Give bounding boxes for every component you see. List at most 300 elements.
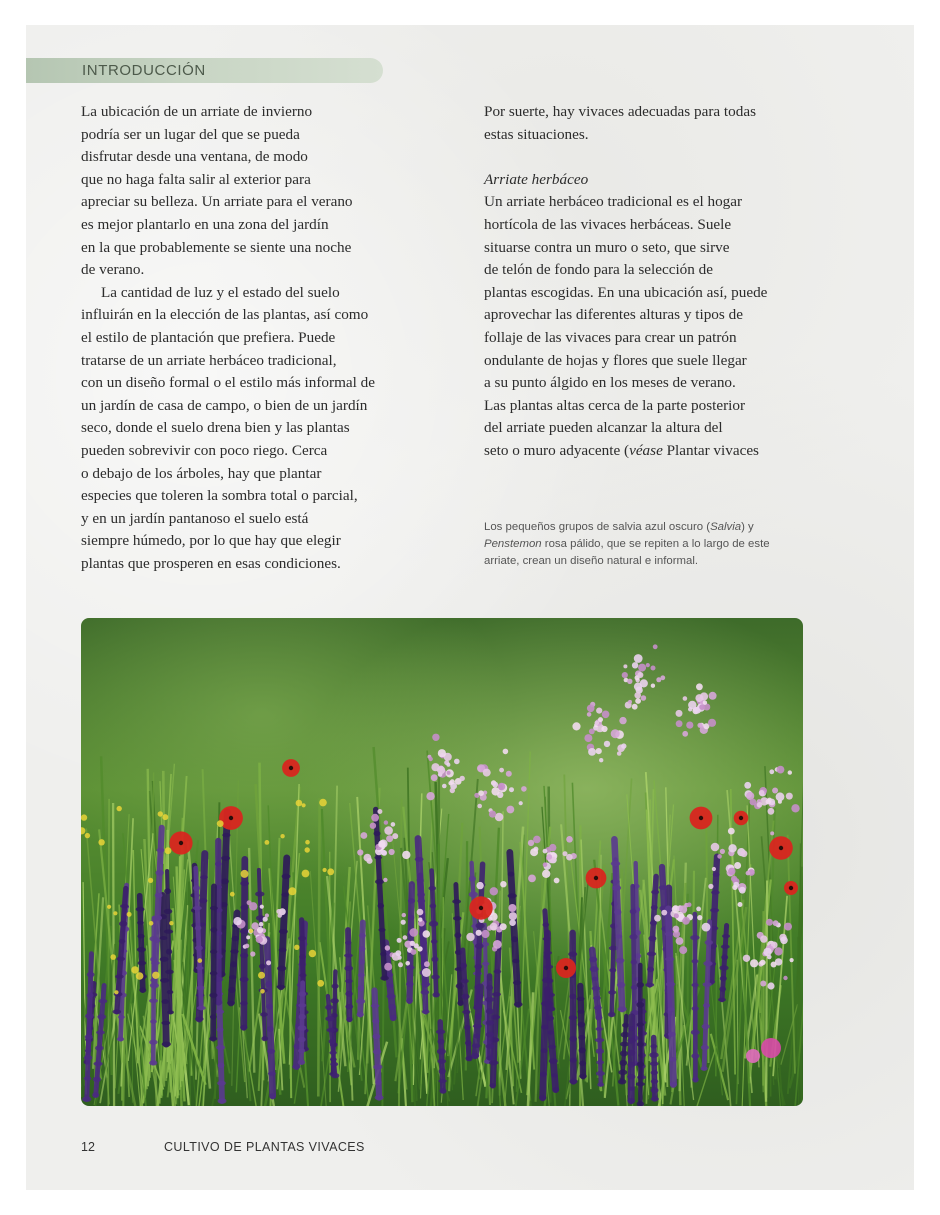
salvia-floret [346, 1017, 353, 1022]
penstemon-bloom [588, 748, 596, 756]
text-line: Un arriate herbáceo tradicional es el hogar [484, 193, 743, 211]
penstemon-bloom [509, 912, 517, 920]
salvia-floret [390, 1015, 397, 1021]
salvia-floret [149, 1040, 158, 1045]
penstemon-bloom [743, 955, 750, 962]
salvia-floret [665, 957, 674, 961]
salvia-floret [240, 881, 249, 886]
penstemon-bloom [256, 936, 263, 943]
text-line: del arriate pueden alcanzar la altura del [484, 419, 723, 437]
penstemon-bloom [696, 907, 701, 912]
penstemon-bloom [697, 915, 702, 920]
salvia-floret [195, 1017, 204, 1022]
salvia-floret [292, 1065, 300, 1069]
salvia-floret [569, 1015, 578, 1020]
penstemon-bloom [245, 944, 250, 949]
salvia-floret [486, 1056, 493, 1061]
salvia-floret [325, 1016, 334, 1021]
poppy-center [179, 841, 183, 845]
salvia-floret [595, 1015, 602, 1019]
penstemon-bloom [385, 945, 390, 950]
salvia-floret [359, 946, 366, 951]
salvia-floret [569, 1079, 577, 1084]
salvia-floret [85, 1034, 93, 1039]
yellow-bloom [323, 868, 327, 872]
penstemon-bloom [763, 948, 771, 956]
penstemon-bloom [549, 844, 556, 851]
penstemon-bloom [490, 887, 498, 895]
penstemon-bloom [595, 721, 600, 726]
penstemon-bloom [260, 905, 264, 909]
salvia-floret [380, 952, 386, 957]
penstemon-bloom [370, 823, 376, 829]
text-fragment: Plantar vivaces [662, 441, 759, 459]
salvia-floret [429, 921, 438, 927]
salvia-floret [719, 965, 728, 970]
salvia-floret [631, 959, 637, 964]
salvia-floret [406, 981, 414, 987]
salvia-floret [618, 1007, 627, 1012]
salvia-floret [95, 1045, 103, 1051]
yellow-bloom [265, 840, 270, 845]
caption-text: rosa pálido, que se repiten a lo largo de este [541, 538, 770, 550]
text-line: hortícola de las vivaces herbáceas. Suele [484, 215, 732, 233]
salvia-floret [513, 980, 521, 985]
penstemon-bloom [384, 963, 392, 971]
salvia-floret [596, 1027, 603, 1031]
salvia-floret [375, 879, 384, 884]
salvia-floret [462, 1010, 470, 1014]
salvia-floret [705, 940, 713, 945]
salvia-floret [453, 916, 462, 921]
penstemon-bloom [635, 698, 641, 704]
salvia-floret [99, 999, 108, 1004]
text-line: Las plantas altas cerca de la parte posterior [484, 396, 746, 414]
penstemon-bloom [509, 919, 516, 926]
penstemon-bloom [734, 862, 741, 869]
subheading: Arriate herbáceo [484, 170, 589, 188]
text-line: follaje de las vivaces para crear un patrón [484, 328, 737, 346]
penstemon-bloom [602, 711, 610, 719]
salvia-floret [216, 1045, 225, 1050]
salvia-floret [422, 1010, 430, 1014]
salvia-floret [637, 1062, 645, 1067]
penstemon-bloom [251, 922, 258, 929]
penstemon-bloom [632, 704, 638, 710]
penstemon-bloom [384, 826, 393, 835]
penstemon-bloom [554, 878, 560, 884]
right-text-column [484, 101, 814, 463]
penstemon-bloom [653, 644, 658, 649]
yellow-bloom [152, 972, 159, 979]
caption-text: Los pequeños grupos de salvia azul oscuro ( [484, 521, 711, 533]
penstemon-bloom [673, 926, 680, 933]
penstemon-bloom [521, 786, 527, 792]
penstemon-bloom [646, 663, 650, 667]
yellow-bloom [148, 878, 153, 883]
salvia-floret [431, 939, 438, 943]
salvia-floret [429, 886, 437, 891]
penstemon-bloom [784, 923, 792, 931]
penstemon-bloom [728, 868, 735, 875]
salvia-floret [230, 949, 239, 953]
salvia-floret [117, 1037, 124, 1042]
yellow-bloom [117, 806, 122, 811]
penstemon-bloom [596, 708, 602, 714]
salvia-floret [329, 1051, 336, 1055]
penstemon-bloom [686, 722, 693, 729]
salvia-floret [486, 1020, 495, 1025]
text-line: tratarse de un arriate herbáceo tradicional, [81, 351, 337, 369]
salvia-floret [703, 1003, 710, 1008]
penstemon-bloom [634, 692, 641, 699]
salvia-floret [375, 1095, 384, 1100]
salvia-floret [508, 893, 517, 898]
penstemon-bloom [744, 782, 751, 789]
yellow-bloom [162, 814, 168, 820]
salvia-floret [651, 1070, 658, 1075]
penstemon-bloom [674, 913, 679, 918]
salvia-floret [386, 984, 393, 988]
salvia-floret [670, 1082, 677, 1087]
penstemon-bloom [378, 840, 385, 847]
salvia-floret [569, 1036, 577, 1042]
yellow-bloom [136, 972, 144, 980]
penstemon-bloom [699, 704, 705, 710]
salvia-floret [215, 1009, 224, 1014]
salvia-floret [268, 1072, 276, 1076]
salvia-floret [608, 990, 616, 995]
text-line: disfrutar desde una ventana, de modo [81, 148, 308, 166]
penstemon-bloom [760, 981, 766, 987]
grass-blade [766, 881, 767, 1102]
salvia-floret [690, 935, 699, 940]
salvia-floret [267, 1026, 274, 1032]
penstemon-bloom [703, 701, 707, 705]
yellow-bloom [294, 945, 299, 950]
salvia-floret [552, 1087, 559, 1092]
salvia-floret [627, 1098, 635, 1103]
text-line: plantas escogidas. En una ubicación así, puede [484, 283, 768, 301]
salvia-floret [596, 1049, 604, 1054]
salvia-floret [217, 1081, 226, 1086]
salvia-floret [512, 959, 519, 963]
salvia-floret [298, 1037, 306, 1043]
penstemon-bloom [543, 862, 548, 867]
salvia-floret [116, 957, 125, 962]
salvia-floret [514, 1002, 523, 1007]
penstemon-bloom [249, 902, 257, 910]
penstemon-bloom [622, 672, 628, 678]
poppy-center [479, 906, 483, 910]
penstemon-bloom [265, 913, 269, 917]
salvia-floret [437, 1049, 446, 1055]
salvia-floret [408, 898, 415, 903]
penstemon-bloom [587, 705, 595, 713]
salvia-floret [469, 892, 478, 898]
salvia-floret [138, 961, 147, 966]
salvia-floret [196, 966, 204, 970]
salvia-floret [162, 1042, 171, 1047]
salvia-floret [431, 975, 440, 980]
salvia-floret [227, 1001, 235, 1005]
penstemon-bloom [418, 917, 422, 921]
salvia-floret [151, 961, 160, 965]
salvia-floret [325, 1005, 333, 1011]
salvia-floret [469, 876, 476, 882]
salvia-floret [645, 983, 654, 987]
penstemon-bloom [389, 849, 395, 855]
salvia-floret [200, 875, 208, 879]
salvia-floret [718, 998, 726, 1002]
salvia-floret [489, 1060, 498, 1065]
salvia-floret [82, 1096, 91, 1102]
penstemon-bloom [584, 734, 592, 742]
salvia-floret [137, 947, 146, 952]
text-line: situarse contra un muro o seto, que sirve [484, 238, 730, 256]
penstemon-bloom [543, 849, 548, 854]
salvia-floret [541, 1025, 548, 1030]
yellow-bloom [127, 912, 132, 917]
salvia-floret [193, 885, 200, 891]
yellow-bloom [302, 803, 306, 807]
yellow-bloom [296, 800, 303, 807]
yellow-bloom [319, 799, 327, 807]
yellow-bloom [249, 929, 253, 933]
salvia-floret [485, 997, 494, 1002]
salvia-floret [160, 936, 168, 940]
text-line: ondulante de hojas y flores que suele llegar [484, 351, 747, 369]
salvia-floret [549, 1058, 558, 1064]
penstemon-bloom [466, 933, 474, 941]
salvia-floret [628, 1038, 636, 1044]
penstemon-bloom [259, 922, 264, 927]
salvia-floret [120, 904, 129, 908]
text-fragment: seto o muro adyacente ( [484, 441, 630, 459]
penstemon-bloom [651, 666, 656, 671]
penstemon-bloom [450, 788, 455, 793]
penstemon-bloom [683, 696, 688, 701]
salvia-floret [627, 1074, 635, 1079]
penstemon-bloom [500, 923, 507, 930]
penstemon-bloom [528, 875, 536, 883]
salvia-floret [373, 1049, 381, 1054]
salvia-floret [722, 934, 730, 938]
salvia-floret [218, 1063, 225, 1069]
salvia-floret [210, 906, 218, 910]
salvia-floret [620, 1051, 628, 1057]
salvia-floret [628, 1050, 636, 1056]
salvia-floret [630, 909, 637, 915]
salvia-floret [710, 908, 719, 913]
penstemon-bloom [401, 920, 406, 925]
yellow-bloom [327, 868, 334, 875]
salvia-floret [197, 986, 205, 991]
penstemon-bloom [786, 793, 793, 800]
penstemon-bloom [392, 833, 398, 839]
salvia-floret [97, 1014, 106, 1019]
salvia-floret [579, 1061, 586, 1066]
salvia-floret [595, 1038, 604, 1042]
salvia-floret [420, 940, 427, 945]
salvia-floret [473, 1024, 482, 1028]
penstemon-bloom [611, 729, 620, 738]
penstemon-bloom [774, 947, 782, 955]
poppy-center [564, 966, 568, 970]
italic-fragment: véase [629, 441, 663, 459]
penstemon-bloom [276, 909, 281, 914]
penstemon-bloom [776, 792, 785, 801]
salvia-floret [614, 909, 621, 915]
penstemon-bloom [738, 902, 743, 907]
penstemon-bloom [519, 801, 523, 805]
penstemon-bloom [437, 766, 445, 774]
salvia-floret [378, 928, 385, 932]
penstemon-bloom [676, 720, 683, 727]
yellow-bloom [158, 811, 163, 816]
salvia-floret [593, 996, 601, 1000]
salvia-floret [217, 1027, 224, 1032]
salvia-floret [692, 959, 699, 964]
yellow-bloom [198, 958, 203, 963]
text-line: pueden sobrevivir con poco riego. Cerca [81, 441, 328, 459]
yellow-bloom [217, 820, 224, 827]
salvia-floret [160, 978, 169, 983]
salvia-floret [539, 1095, 546, 1100]
poppy-center [699, 816, 703, 820]
meadow-illustration [81, 618, 803, 1106]
salvia-floret [406, 998, 413, 1003]
penstemon-bloom [654, 915, 661, 922]
salvia-floret [636, 1082, 645, 1086]
salvia-floret [589, 957, 597, 963]
salvia-floret [415, 857, 424, 862]
salvia-floret [373, 1064, 382, 1069]
yellow-bloom [305, 840, 310, 845]
salvia-floret [93, 1077, 101, 1083]
salvia-floret [298, 1003, 306, 1007]
poppy-center [229, 816, 233, 820]
penstemon-bloom [760, 935, 767, 942]
salvia-floret [96, 1030, 105, 1034]
salvia-floret [482, 962, 490, 966]
penstemon-bloom [493, 940, 502, 949]
salvia-floret [648, 936, 656, 942]
magenta-bloom [746, 1049, 760, 1063]
salvia-floret [240, 1025, 247, 1030]
salvia-floret [433, 992, 440, 997]
salvia-floret [150, 983, 159, 989]
penstemon-bloom [628, 700, 632, 704]
salvia-floret [616, 958, 625, 964]
salvia-floret [299, 1014, 306, 1020]
salvia-floret [486, 1008, 494, 1014]
yellow-bloom [302, 870, 310, 878]
salvia-floret [637, 1022, 644, 1026]
salvia-floret [637, 982, 645, 988]
salvia-floret [119, 939, 126, 944]
salvia-floret [460, 963, 467, 969]
penstemon-bloom [438, 749, 446, 757]
salvia-floret [155, 893, 163, 898]
salvia-floret [345, 1004, 353, 1009]
salvia-floret [720, 976, 727, 981]
salvia-floret [541, 1048, 548, 1053]
salvia-floret [218, 1098, 227, 1104]
text-line: que no haga falta salir al exterior para [81, 170, 311, 188]
salvia-floret [118, 1015, 125, 1019]
salvia-floret [84, 1076, 92, 1080]
salvia-floret [387, 994, 396, 999]
salvia-floret [475, 943, 484, 949]
salvia-floret [618, 1079, 626, 1085]
salvia-floret [209, 1037, 217, 1041]
penstemon-bloom [402, 913, 406, 917]
salvia-floret [378, 903, 385, 909]
penstemon-bloom [634, 654, 643, 663]
penstemon-bloom [507, 806, 515, 814]
salvia-floret [210, 971, 218, 975]
salvia-floret [590, 966, 599, 972]
penstemon-bloom [627, 679, 632, 684]
penstemon-bloom [417, 909, 424, 916]
salvia-floret [417, 878, 424, 883]
penstemon-bloom [381, 850, 387, 856]
salvia-floret [374, 831, 381, 836]
text-line: aprovechar las diferentes alturas y tipos de [484, 306, 743, 324]
penstemon-bloom [589, 729, 595, 735]
salvia-floret [668, 1032, 676, 1037]
penstemon-bloom [791, 804, 799, 812]
salvia-floret [373, 1034, 381, 1040]
salvia-floret [628, 1087, 635, 1091]
penstemon-bloom [709, 692, 717, 700]
salvia-floret [221, 878, 229, 884]
penstemon-bloom [508, 904, 516, 912]
penstemon-bloom [426, 792, 434, 800]
salvia-floret [703, 961, 712, 966]
salvia-floret [241, 905, 249, 910]
penstemon-bloom [788, 770, 792, 774]
penstemon-bloom [429, 757, 433, 761]
salvia-floret [543, 922, 550, 927]
salvia-floret [161, 1021, 170, 1025]
salvia-floret [232, 936, 239, 941]
salvia-floret [608, 1012, 616, 1017]
salvia-floret [476, 923, 485, 929]
magenta-bloom [761, 1038, 781, 1058]
salvia-floret [461, 979, 469, 984]
caption-italic: Salvia [710, 521, 742, 533]
salvia-floret [651, 1087, 659, 1093]
penstemon-bloom [476, 882, 483, 889]
left-text-column [81, 101, 411, 575]
penstemon-bloom [731, 876, 737, 882]
salvia-floret [611, 861, 620, 866]
penstemon-bloom [491, 787, 499, 795]
penstemon-bloom [477, 804, 482, 809]
penstemon-bloom [700, 692, 708, 700]
salvia-floret [356, 999, 365, 1005]
salvia-floret [345, 941, 351, 945]
penstemon-bloom [547, 854, 553, 860]
salvia-floret [265, 981, 272, 987]
salvia-floret [87, 972, 95, 978]
salvia-floret [113, 1009, 122, 1014]
salvia-floret [115, 974, 124, 978]
salvia-floret [195, 925, 202, 930]
text-line: con un diseño formal o el estilo más informal de [81, 374, 375, 392]
